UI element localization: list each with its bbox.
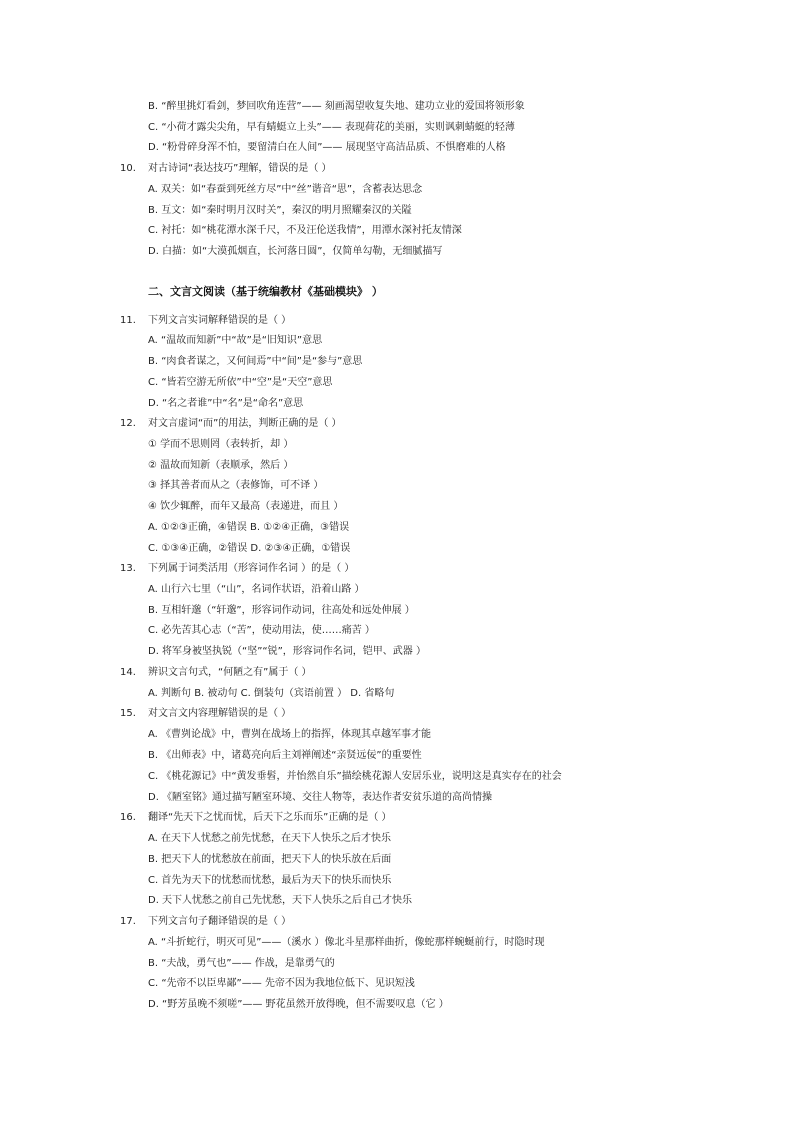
q12-stem: 对文言虚词“而”的用法，判断正确的是（ ） bbox=[148, 418, 342, 429]
q12-options-cd: C. ①③④正确，②错误 D. ②③④正确，①错误 bbox=[148, 543, 351, 554]
q14-options: A. 判断句 B. 被动句 C. 倒装句（宾语前置 ） D. 省略句 bbox=[148, 688, 395, 699]
q12-item-4: ④ 饮少辄醉，而年又最高（表递进，而且 ） bbox=[148, 501, 344, 512]
q11-stem: 下列文言实词解释错误的是（ ） bbox=[148, 315, 292, 326]
q13-option-b: B. 互相轩邈（“轩邈”，形容词作动词，往高处和远处伸展 ） bbox=[148, 605, 415, 616]
q17-stem: 下列文言句子翻译错误的是（ ） bbox=[148, 916, 292, 927]
q16-option-c: C. 首先为天下的忧愁而忧愁，最后为天下的快乐而快乐 bbox=[148, 875, 392, 886]
q13-option-d: D. 将军身被坚执锐（“坚”“锐”，形容词作名词，铠甲、武器 ） bbox=[148, 646, 426, 657]
q10-number: 10. bbox=[120, 163, 136, 174]
q16-option-b: B. 把天下人的忧愁放在前面，把天下人的快乐放在后面 bbox=[148, 854, 392, 865]
q11-option-b: B. “肉食者谋之，又何间焉”中“间”是“参与”意思 bbox=[148, 356, 363, 367]
q11-option-a: A. “温故而知新”中“故”是“旧知识”意思 bbox=[148, 335, 323, 346]
q12-item-3: ③ 择其善者而从之（表修饰，可不译 ） bbox=[148, 480, 324, 491]
q15-number: 15. bbox=[120, 708, 136, 719]
q15-option-d: D. 《陋室铭》通过描写陋室环境、交往人物等，表达作者安贫乐道的高尚情操 bbox=[148, 792, 493, 803]
q12-number: 12. bbox=[120, 418, 136, 429]
q16-number: 16. bbox=[120, 812, 136, 823]
q15-stem: 对文言文内容理解错误的是（ ） bbox=[148, 708, 292, 719]
q16-option-a: A. 在天下人忧愁之前先忧愁，在天下人快乐之后才快乐 bbox=[148, 833, 392, 844]
q10-option-d: D. 白描：如“大漠孤烟直，长河落日圆”，仅简单勾勒，无细腻描写 bbox=[148, 246, 443, 257]
q9-option-d: D. “粉骨碎身浑不怕，要留清白在人间”—— 展现坚守高洁品质、不惧磨难的人格 bbox=[148, 142, 506, 153]
q16-option-d: D. 天下人忧愁之前自己先忧愁，天下人快乐之后自己才快乐 bbox=[148, 895, 413, 906]
q17-option-b: B. “夫战，勇气也”—— 作战，是靠勇气的 bbox=[148, 958, 335, 969]
q9-option-c: C. “小荷才露尖尖角，早有蜻蜓立上头”—— 表现荷花的美丽，实则讽刺蜻蜓的轻薄 bbox=[148, 122, 515, 133]
q15-option-a: A. 《曹刿论战》中，曹刿在战场上的指挥，体现其卓越军事才能 bbox=[148, 729, 432, 740]
q10-option-c: C. 衬托：如“桃花潭水深千尺，不及汪伦送我情”，用潭水深衬托友情深 bbox=[148, 225, 462, 236]
q9-option-b: B. “醉里挑灯看剑，梦回吹角连营”—— 刻画渴望收复失地、建功立业的爱国将领形象 bbox=[148, 101, 525, 112]
q15-option-b: B. 《出师表》中，诸葛亮向后主刘禅阐述“亲贤远佞”的重要性 bbox=[148, 750, 422, 761]
q12-item-2: ② 温故而知新（表顺承，然后 ） bbox=[148, 460, 294, 471]
q13-stem: 下列属于词类活用（形容词作名词 ）的是（ ） bbox=[148, 563, 355, 574]
q14-number: 14. bbox=[120, 667, 136, 678]
q16-stem: 翻译“先天下之忧而忧，后天下之乐而乐”正确的是（ ） bbox=[148, 812, 392, 823]
q12-options-ab: A. ①②③正确，④错误 B. ①②④正确，③错误 bbox=[148, 522, 350, 533]
q11-number: 11. bbox=[120, 315, 136, 326]
q13-option-a: A. 山行六七里（“山”，名词作状语，沿着山路 ） bbox=[148, 584, 365, 595]
q10-option-a: A. 双关：如“春蚕到死丝方尽”中“丝”谐音“思”，含蓄表达思念 bbox=[148, 184, 423, 195]
q14-stem: 辨识文言句式，“何陋之有”属于（ ） bbox=[148, 667, 312, 678]
q11-option-d: D. “名之者谁”中“名”是“命名”意思 bbox=[148, 398, 304, 409]
section-title-classical-chinese: 二、文言文阅读（基于统编教材《基础模块》 ） bbox=[148, 285, 383, 298]
q13-number: 13. bbox=[120, 563, 136, 574]
q17-option-d: D. “野芳虽晚不须嗟”—— 野花虽然开放得晚，但不需要叹息（它 ） bbox=[148, 999, 449, 1010]
q17-option-a: A. “斗折蛇行，明灭可见”——（溪水 ）像北斗星那样曲折，像蛇那样蜿蜒前行，时隐时现 bbox=[148, 937, 545, 948]
q12-item-1: ① 学而不思则罔（表转折，却 ） bbox=[148, 439, 294, 450]
q11-option-c: C. “皆若空游无所依”中“空”是“天空”意思 bbox=[148, 377, 333, 388]
q13-option-c: C. 必先苦其心志（“苦”，使动用法，使……痛苦 ） bbox=[148, 625, 375, 636]
q17-number: 17. bbox=[120, 916, 136, 927]
q15-option-c: C. 《桃花源记》中“黄发垂髫，并怡然自乐”描绘桃花源人安居乐业，说明这是真实存在的社会 bbox=[148, 771, 562, 782]
q17-option-c: C. “先帝不以臣卑鄙”—— 先帝不因为我地位低下、见识短浅 bbox=[148, 978, 415, 989]
q10-stem: 对古诗词“表达技巧”理解，错误的是（ ） bbox=[148, 163, 332, 174]
q10-option-b: B. 互文：如“秦时明月汉时关”，秦汉的明月照耀秦汉的关隘 bbox=[148, 205, 412, 216]
